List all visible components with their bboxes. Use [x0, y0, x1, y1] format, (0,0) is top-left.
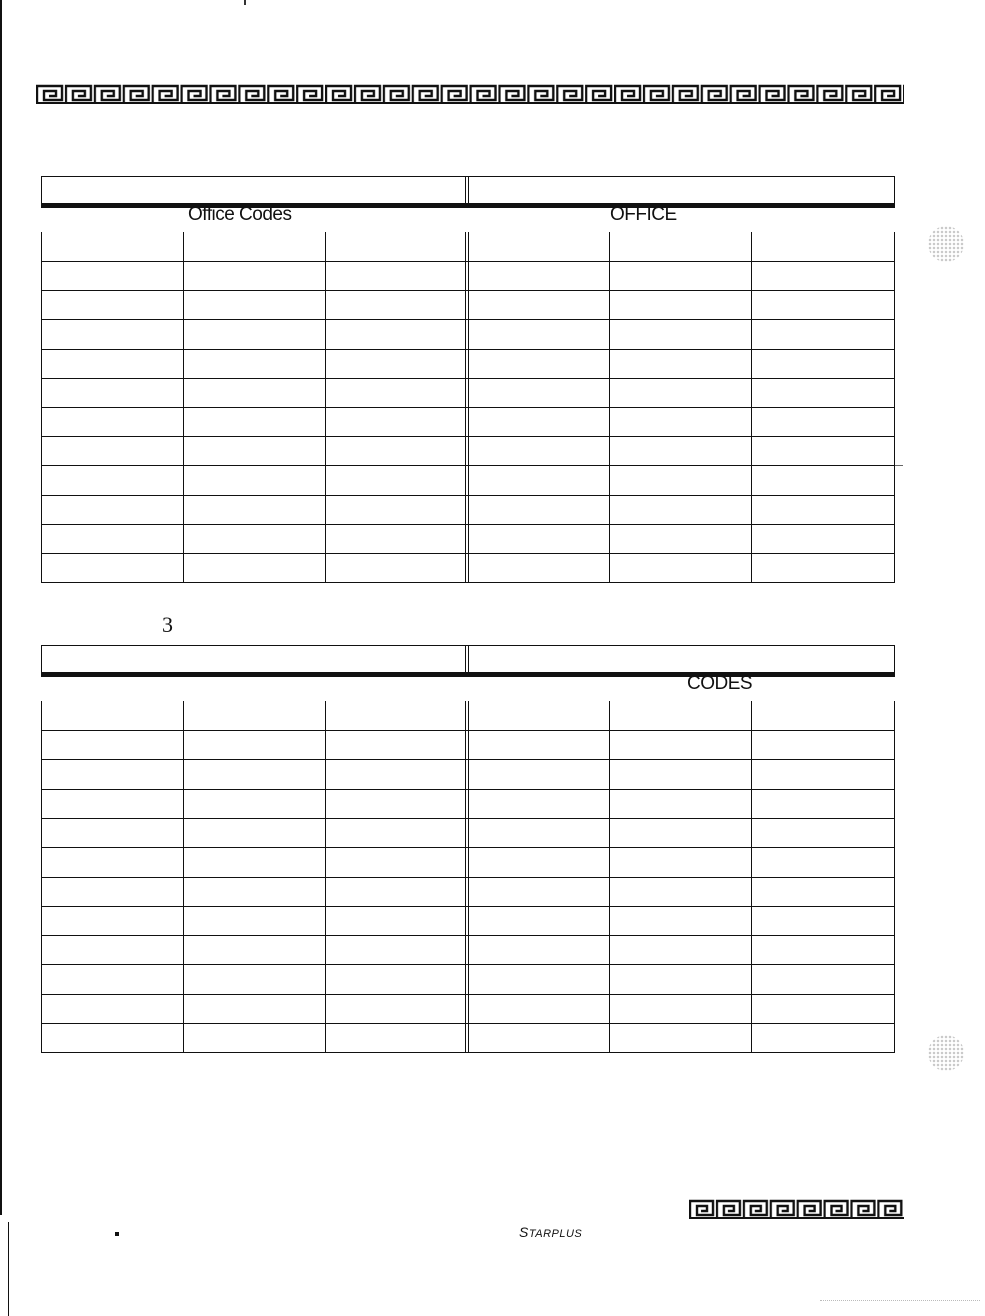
- side-tick: [895, 465, 903, 466]
- lower-table: [41, 645, 895, 1055]
- upper-right-title: OFFICE: [610, 204, 677, 225]
- punch-hole-seal: [928, 226, 964, 262]
- scan-noise: [820, 1300, 980, 1301]
- column-line: [325, 232, 326, 582]
- center-double-line: [465, 701, 469, 1053]
- column-line: [41, 701, 42, 1053]
- column-line: [609, 232, 610, 582]
- upper-header-divider: [465, 176, 469, 204]
- column-line: [751, 701, 752, 1053]
- lower-right-title: CODES: [687, 673, 753, 694]
- left-margin-rule: [0, 0, 2, 1215]
- footer-bullet: [115, 1232, 119, 1236]
- lower-grid: [41, 701, 895, 1053]
- column-line: [41, 232, 42, 582]
- column-line: [183, 701, 184, 1053]
- column-line: [325, 701, 326, 1053]
- upper-grid: [41, 232, 895, 582]
- greek-key-border-top: [36, 84, 904, 104]
- upper-left-title: Office Codes: [188, 204, 292, 225]
- column-line: [751, 232, 752, 582]
- column-line: [183, 232, 184, 582]
- column-line: [609, 701, 610, 1053]
- scan-mark: [244, 0, 246, 5]
- column-line: [894, 232, 895, 582]
- lower-header-divider: [465, 645, 469, 673]
- column-line: [894, 701, 895, 1053]
- footer-product-name: [519, 1224, 582, 1240]
- footer-product-initial: S: [519, 1224, 529, 1240]
- upper-table: [41, 176, 895, 584]
- left-margin-rule-bottom: [8, 1222, 9, 1316]
- center-double-line: [465, 232, 469, 582]
- punch-hole-seal: [928, 1035, 964, 1071]
- greek-key-border-bottom: [689, 1199, 904, 1219]
- footer-product-rest: TARPLUS: [528, 1228, 583, 1240]
- section-number: 3: [162, 612, 173, 637]
